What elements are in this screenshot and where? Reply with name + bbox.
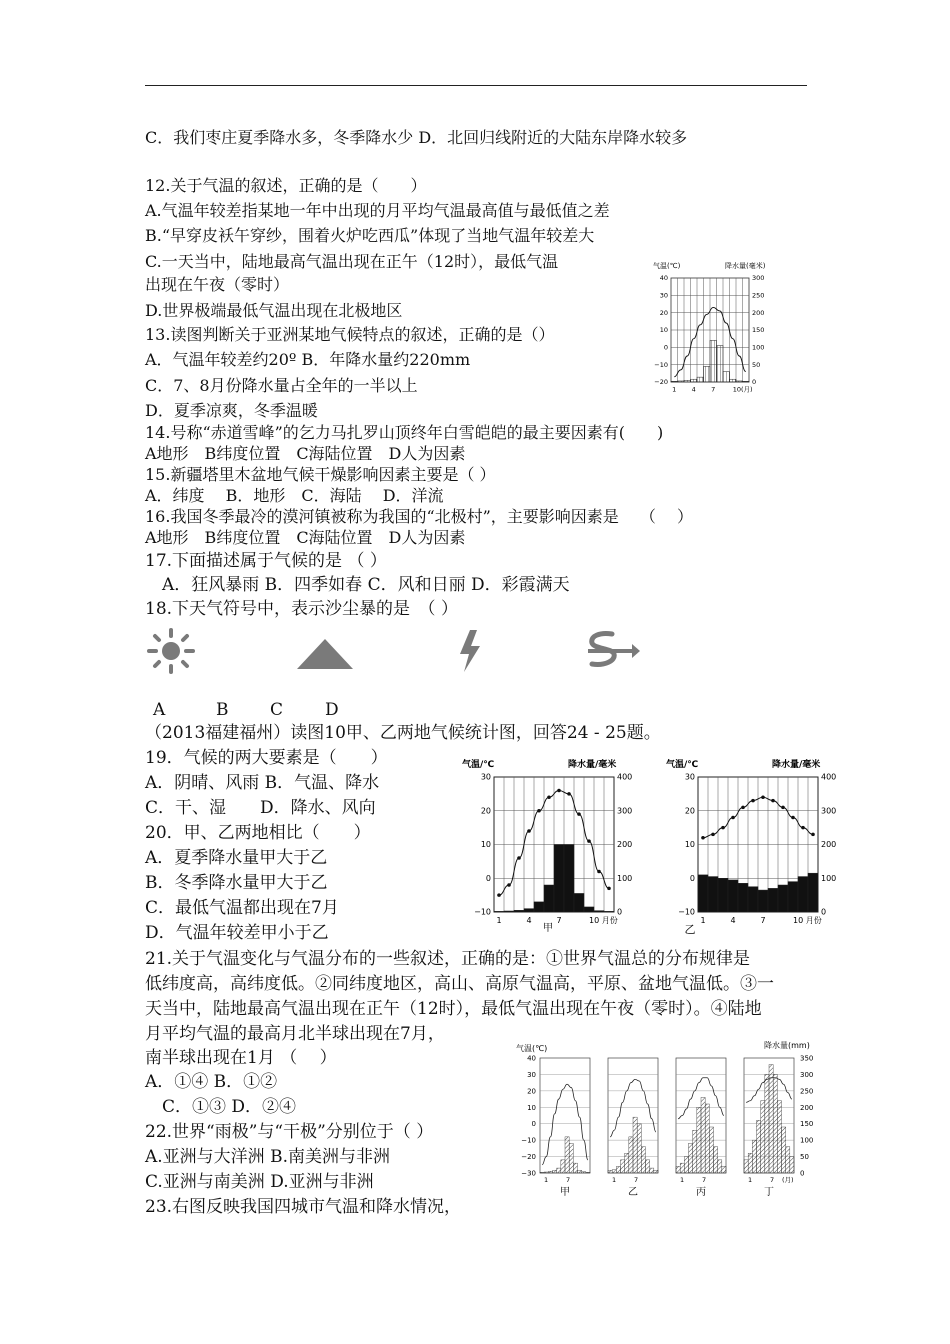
temp-point <box>567 792 571 796</box>
temp-tick-label: 20 <box>684 806 695 816</box>
temp-tick-label: 20 <box>659 308 668 317</box>
c4-precip-bar <box>769 1065 773 1173</box>
month-tick-label: 4 <box>730 916 736 925</box>
precip-bar <box>778 885 788 912</box>
precip-bar <box>798 877 808 912</box>
temp-point <box>721 826 725 830</box>
c4-precip-bar <box>553 1170 557 1173</box>
temp-tick-label: −10 <box>474 907 491 917</box>
c4-month-tick: 1 <box>680 1176 685 1184</box>
q18-label-d: D <box>325 700 339 720</box>
temp-point <box>751 799 755 803</box>
month-tick-label: 1 <box>700 916 706 925</box>
q21-options-2: C．①③ D．②④ <box>145 1097 297 1117</box>
c3-name: 乙 <box>684 923 696 935</box>
q12-option-a: A.气温年较差指某地一年中出现的月平均气温最高值与最低值之差 <box>145 201 610 220</box>
temp-point <box>587 839 591 843</box>
precip-bar <box>678 381 685 382</box>
precip-tick-label: 0 <box>617 907 623 917</box>
q21-line-2: 低纬度高，高纬度低。②同纬度地区，高山、高原气温高，平原、盆地气温低。③一 <box>145 974 774 994</box>
temp-point <box>761 795 765 799</box>
c4-temp-tick: −30 <box>521 1169 536 1178</box>
c4-city-name: 丙 <box>696 1187 706 1198</box>
precip-tick-label: 50 <box>752 360 761 369</box>
q21-options-1: A．①④ B．①② <box>145 1072 278 1092</box>
precip-tick-label: 200 <box>617 840 633 850</box>
c4-precip-bar <box>561 1160 565 1173</box>
q11-option-cd: C．我们枣庄夏季降水多，冬季降水少 D．北回归线附近的大陆东岸降水较多 <box>145 128 688 147</box>
q12-stem: 12.关于气温的叙述，正确的是（ ） <box>145 176 427 195</box>
c2-name: 甲 <box>543 923 553 934</box>
c4-precip-bar <box>744 1160 748 1173</box>
c4-precip-bar <box>693 1130 697 1173</box>
c4-precip-bar <box>689 1143 693 1173</box>
c4-month-tick: 7 <box>770 1176 775 1184</box>
q20-option-c: C．最低气温都出现在7月 <box>145 898 339 918</box>
c4-precip-bar <box>586 1172 590 1173</box>
precip-bar <box>594 911 604 912</box>
c1-precip-label: 降水量(毫米) <box>725 262 766 270</box>
precip-bar <box>514 910 524 912</box>
q13-option-ab: A．气温年较差约20º B．年降水量约220mm <box>145 350 471 369</box>
temp-tick-label: 0 <box>663 343 668 352</box>
precip-bar <box>736 381 743 382</box>
temp-tick-label: 30 <box>684 772 695 782</box>
q19-option-ab: A．阴晴、风雨 B．气温、降水 <box>145 773 380 793</box>
temp-point <box>507 883 511 887</box>
month-tick-label: 1 <box>496 916 502 925</box>
precip-bar <box>758 890 768 912</box>
precip-bar <box>738 883 748 912</box>
precip-bar <box>743 381 750 382</box>
c4-precip-bar <box>782 1127 786 1173</box>
c4-city-name: 乙 <box>628 1187 638 1198</box>
c4-precip-bar <box>629 1137 633 1173</box>
sandstorm-triangle-icon <box>295 637 355 671</box>
temp-point <box>811 833 815 837</box>
month-tick-label: 10 月份 <box>589 916 618 925</box>
q21-line-3: 天当中，陆地最高气温出现在正午（12时），最低气温出现在午夜（零时）。④陆地 <box>145 999 762 1019</box>
c4-temp-tick: 20 <box>527 1087 536 1096</box>
q23-stem: 23.右图反映我国四城市气温和降水情况， <box>145 1197 462 1217</box>
c4-precip-bar <box>748 1153 752 1173</box>
temp-tick-label: 0 <box>485 873 491 883</box>
c4-precip-tick: 350 <box>800 1054 814 1063</box>
month-tick-label: 7 <box>760 916 766 925</box>
q16-options: A地形 B纬度位置 C海陆位置 D人为因素 <box>145 528 466 547</box>
c4-month-tick: 7 <box>702 1176 707 1184</box>
temp-tick-label: 20 <box>480 806 491 816</box>
precip-bar <box>584 907 594 912</box>
q18-label-a: A <box>153 700 166 720</box>
precip-bar <box>697 377 704 382</box>
precip-tick-label: 150 <box>752 326 765 335</box>
c4-precip-bar <box>684 1157 688 1173</box>
c4-precip-bar <box>565 1137 569 1173</box>
precip-tick-label: 0 <box>821 907 827 917</box>
c4-precip-bar <box>540 1172 544 1173</box>
precip-bar <box>788 882 798 912</box>
temp-tick-label: 10 <box>684 840 695 850</box>
temp-point <box>771 799 775 803</box>
q20-option-b: B．冬季降水量甲大于乙 <box>145 873 328 893</box>
temp-point <box>547 795 551 799</box>
c4-month-unit: (月) <box>782 1176 794 1184</box>
c3-precip-label: 降水量/毫米 <box>772 760 821 770</box>
month-tick-label: 7 <box>711 385 716 394</box>
thunder-lightning-icon <box>452 628 488 674</box>
c4-precip-bar <box>569 1143 573 1173</box>
c4-precip-bar <box>790 1157 794 1173</box>
c2-temp-label: 气温/℃ <box>462 760 495 770</box>
c4-precip-bar <box>718 1160 722 1173</box>
q22-options-1: A.亚洲与大洋洲 B.南美洲与非洲 <box>145 1147 390 1167</box>
precip-bar <box>494 911 504 912</box>
c4-precip-bar <box>752 1140 756 1173</box>
q12-option-b: B.“早穿皮袄午穿纱，围着火炉吃西瓜”体现了当地气温年较差大 <box>145 226 595 245</box>
q13-option-c: C．7、8月份降水量占全年的一半以上 <box>145 376 418 395</box>
c4-precip-bar <box>709 1127 713 1173</box>
c4-precip-bar <box>761 1101 765 1173</box>
c4-precip-bar <box>616 1166 620 1173</box>
c4-temp-tick: 10 <box>527 1103 536 1112</box>
c4-precip-bar <box>757 1120 761 1173</box>
q22-stem: 22.世界“雨极”与“干极”分别位于（ ） <box>145 1122 434 1142</box>
q20-stem: 20．甲、乙两地相比（ ） <box>145 823 371 843</box>
precip-bar <box>718 878 728 912</box>
temp-point <box>701 836 705 840</box>
c4-month-tick: 7 <box>634 1176 639 1184</box>
temp-point <box>537 809 541 813</box>
c4-month-tick: 1 <box>748 1176 753 1184</box>
c1-temp-label: 气温(℃) <box>653 262 681 270</box>
temp-point <box>781 806 785 810</box>
temp-point <box>711 833 715 837</box>
temp-point <box>741 806 745 810</box>
precip-bar <box>768 888 778 912</box>
precip-tick-label: 250 <box>752 291 765 300</box>
c4-precip-tick: 100 <box>800 1136 814 1145</box>
temp-point <box>731 816 735 820</box>
q15-stem: 15.新疆塔里木盆地气候干燥影响因素主要是（ ） <box>145 465 496 484</box>
c4-precip-tick: 0 <box>800 1169 805 1178</box>
c4-city-name: 丁 <box>764 1187 774 1198</box>
q12-option-c-cont: 出现在午夜（零时） <box>145 275 290 294</box>
month-tick-label: 4 <box>691 385 696 394</box>
temp-point <box>801 826 805 830</box>
precip-bar <box>723 372 730 382</box>
temp-point <box>527 829 531 833</box>
q19-stem: 19．气候的两大要素是（ ） <box>145 748 388 768</box>
precip-tick-label: 100 <box>617 873 633 883</box>
temp-tick-label: −10 <box>654 360 668 369</box>
precip-bar <box>704 366 711 382</box>
context-line: （2013福建福州）读图10甲、乙两地气候统计图，回答24 - 25题。 <box>145 723 661 743</box>
precip-bar <box>544 885 554 912</box>
precip-bar <box>691 379 698 382</box>
temp-tick-label: 0 <box>689 873 695 883</box>
c4-city-name: 甲 <box>560 1187 570 1198</box>
c4-precip-bar <box>646 1160 650 1173</box>
temp-tick-label: −10 <box>678 907 695 917</box>
temp-point <box>517 856 521 860</box>
precip-bar <box>504 911 514 912</box>
precip-tick-label: 400 <box>821 772 837 782</box>
c4-temp-tick: 30 <box>527 1070 536 1079</box>
four-cities-climate-chart <box>512 1040 827 1205</box>
month-tick-label: 1 <box>672 385 677 394</box>
precip-bar <box>684 380 691 382</box>
c4-precip-bar <box>654 1170 658 1173</box>
c4-precip-bar <box>676 1166 680 1173</box>
month-tick-label: 7 <box>556 916 562 925</box>
c4-precip-bar <box>633 1117 637 1173</box>
climate-chart-yi <box>660 755 845 935</box>
q21-line-1: 21.关于气温变化与气温分布的一些叙述，正确的是：①世界气温总的分布规律是 <box>145 949 751 969</box>
c4-precip-label: 降水量(mm) <box>764 1041 810 1050</box>
c4-precip-bar <box>765 1074 769 1173</box>
c4-precip-tick: 300 <box>800 1070 814 1079</box>
temp-point <box>791 816 795 820</box>
precip-bar <box>808 873 818 912</box>
c3-temp-label: 气温/℃ <box>666 760 699 770</box>
c4-precip-tick: 250 <box>800 1087 814 1096</box>
q16-stem: 16.我国冬季最冷的漠河镇被称为我国的“北极村”，主要影响因素是 （ ） <box>145 507 693 526</box>
c4-precip-bar <box>641 1147 645 1173</box>
q20-option-a: A．夏季降水量甲大于乙 <box>145 848 328 868</box>
precip-bar <box>534 902 544 912</box>
header-rule <box>145 85 807 86</box>
c4-temp-tick: 0 <box>531 1120 536 1129</box>
q21-line-4: 月平均气温的最高月北半球出现在7月， <box>145 1024 445 1044</box>
c4-precip-bar <box>548 1171 552 1173</box>
q13-option-d: D．夏季凉爽，冬季温暖 <box>145 401 318 420</box>
c4-precip-bar <box>786 1147 790 1173</box>
precip-bar <box>717 346 724 382</box>
q18-label-c: C <box>270 700 284 720</box>
month-tick-label: 10(月) <box>732 385 753 394</box>
c4-precip-bar <box>637 1124 641 1173</box>
c4-month-tick: 1 <box>612 1176 617 1184</box>
c4-precip-bar <box>773 1074 777 1173</box>
c4-precip-bar <box>714 1147 718 1173</box>
precip-bar <box>730 379 737 382</box>
q20-option-d: D．气温年较差甲小于乙 <box>145 923 329 943</box>
precip-tick-label: 100 <box>821 873 837 883</box>
c4-precip-tick: 200 <box>800 1103 814 1112</box>
c4-temp-tick: −20 <box>521 1153 536 1162</box>
c2-precip-label: 降水量/毫米 <box>568 760 617 770</box>
temp-tick-label: −20 <box>654 378 668 387</box>
c4-precip-bar <box>680 1163 684 1173</box>
c4-precip-bar <box>625 1153 629 1173</box>
sun-icon <box>145 628 197 674</box>
precip-tick-label: 0 <box>752 378 757 387</box>
precip-tick-label: 400 <box>617 772 633 782</box>
c4-precip-bar <box>612 1170 616 1173</box>
c4-precip-bar <box>573 1163 577 1173</box>
c4-precip-bar <box>650 1168 654 1173</box>
c4-precip-tick: 50 <box>800 1153 809 1162</box>
c4-precip-bar <box>697 1107 701 1173</box>
precip-bar <box>698 875 708 912</box>
precip-bar <box>574 893 584 912</box>
q14-options: A地形 B纬度位置 C海陆位置 D人为因素 <box>145 444 466 463</box>
precip-bar <box>671 381 678 382</box>
precip-bar <box>524 909 534 912</box>
c4-precip-bar <box>705 1104 709 1173</box>
temp-point <box>607 887 611 891</box>
c4-month-tick: 1 <box>544 1176 549 1184</box>
q12-option-d: D.世界极端最低气温出现在北极地区 <box>145 301 403 320</box>
precip-bar <box>710 340 717 382</box>
precip-bar <box>728 880 738 912</box>
temp-point <box>557 789 561 793</box>
q21-line-5: 南半球出现在1月 （ ） <box>145 1048 337 1068</box>
precip-tick-label: 200 <box>752 308 765 317</box>
q18-label-b: B <box>216 700 229 720</box>
c4-precip-tick: 150 <box>800 1120 814 1129</box>
c4-month-tick: 7 <box>566 1176 571 1184</box>
temp-tick-label: 40 <box>659 274 668 283</box>
c4-precip-bar <box>544 1172 548 1173</box>
precip-bar <box>564 845 574 913</box>
precip-tick-label: 200 <box>821 840 837 850</box>
q19-option-cd: C．干、湿 D．降水、风向 <box>145 798 376 818</box>
c4-precip-bar <box>582 1172 586 1173</box>
c4-temp-label: 气温(℃) <box>516 1044 548 1053</box>
precip-bar <box>604 911 614 912</box>
c4-precip-bar <box>578 1170 582 1173</box>
c4-temp-tick: 40 <box>527 1054 536 1063</box>
c4-precip-bar <box>722 1166 726 1173</box>
precip-tick-label: 100 <box>752 343 765 352</box>
c4-precip-bar <box>701 1097 705 1173</box>
temp-point <box>597 870 601 874</box>
q15-options: A．纬度 B．地形 C．海陆 D．洋流 <box>145 486 444 505</box>
q17-stem: 17.下面描述属于气候的是 （ ） <box>145 551 387 571</box>
temp-point <box>497 893 501 897</box>
month-tick-label: 4 <box>526 916 532 925</box>
climate-chart-q13 <box>645 258 775 398</box>
precip-tick-label: 300 <box>752 274 765 283</box>
c4-temp-tick: −10 <box>521 1136 536 1145</box>
sandstorm-symbol-icon <box>582 628 642 674</box>
precip-tick-label: 300 <box>617 806 633 816</box>
month-tick-label: 10 月份 <box>793 916 822 925</box>
temp-point <box>577 812 581 816</box>
c4-precip-bar <box>608 1170 612 1173</box>
temp-tick-label: 10 <box>659 326 668 335</box>
c4-precip-bar <box>777 1101 781 1173</box>
q13-stem: 13.读图判断关于亚洲某地气候特点的叙述，正确的是（） <box>145 325 555 344</box>
precip-bar <box>554 845 564 913</box>
q22-options-2: C.亚洲与南美洲 D.亚洲与非洲 <box>145 1172 374 1192</box>
q18-stem: 18.下天气符号中，表示沙尘暴的是 （ ） <box>145 599 458 619</box>
c4-precip-bar <box>621 1160 625 1173</box>
precip-bar <box>708 877 718 912</box>
precip-bar <box>748 887 758 912</box>
climate-chart-jia <box>456 755 641 935</box>
q17-options: A．狂风暴雨 B．四季如春 C．风和日丽 D．彩霞满天 <box>145 575 570 595</box>
q14-stem: 14.号称“赤道雪峰”的乞力马扎罗山顶终年白雪皑皑的最主要因素有( ) <box>145 423 664 442</box>
temp-tick-label: 10 <box>480 840 491 850</box>
c4-precip-bar <box>557 1168 561 1173</box>
temp-tick-label: 30 <box>659 291 668 300</box>
precip-tick-label: 300 <box>821 806 837 816</box>
q12-option-c: C.一天当中，陆地最高气温出现在正午（12时），最低气温 <box>145 252 559 271</box>
temp-tick-label: 30 <box>480 772 491 782</box>
